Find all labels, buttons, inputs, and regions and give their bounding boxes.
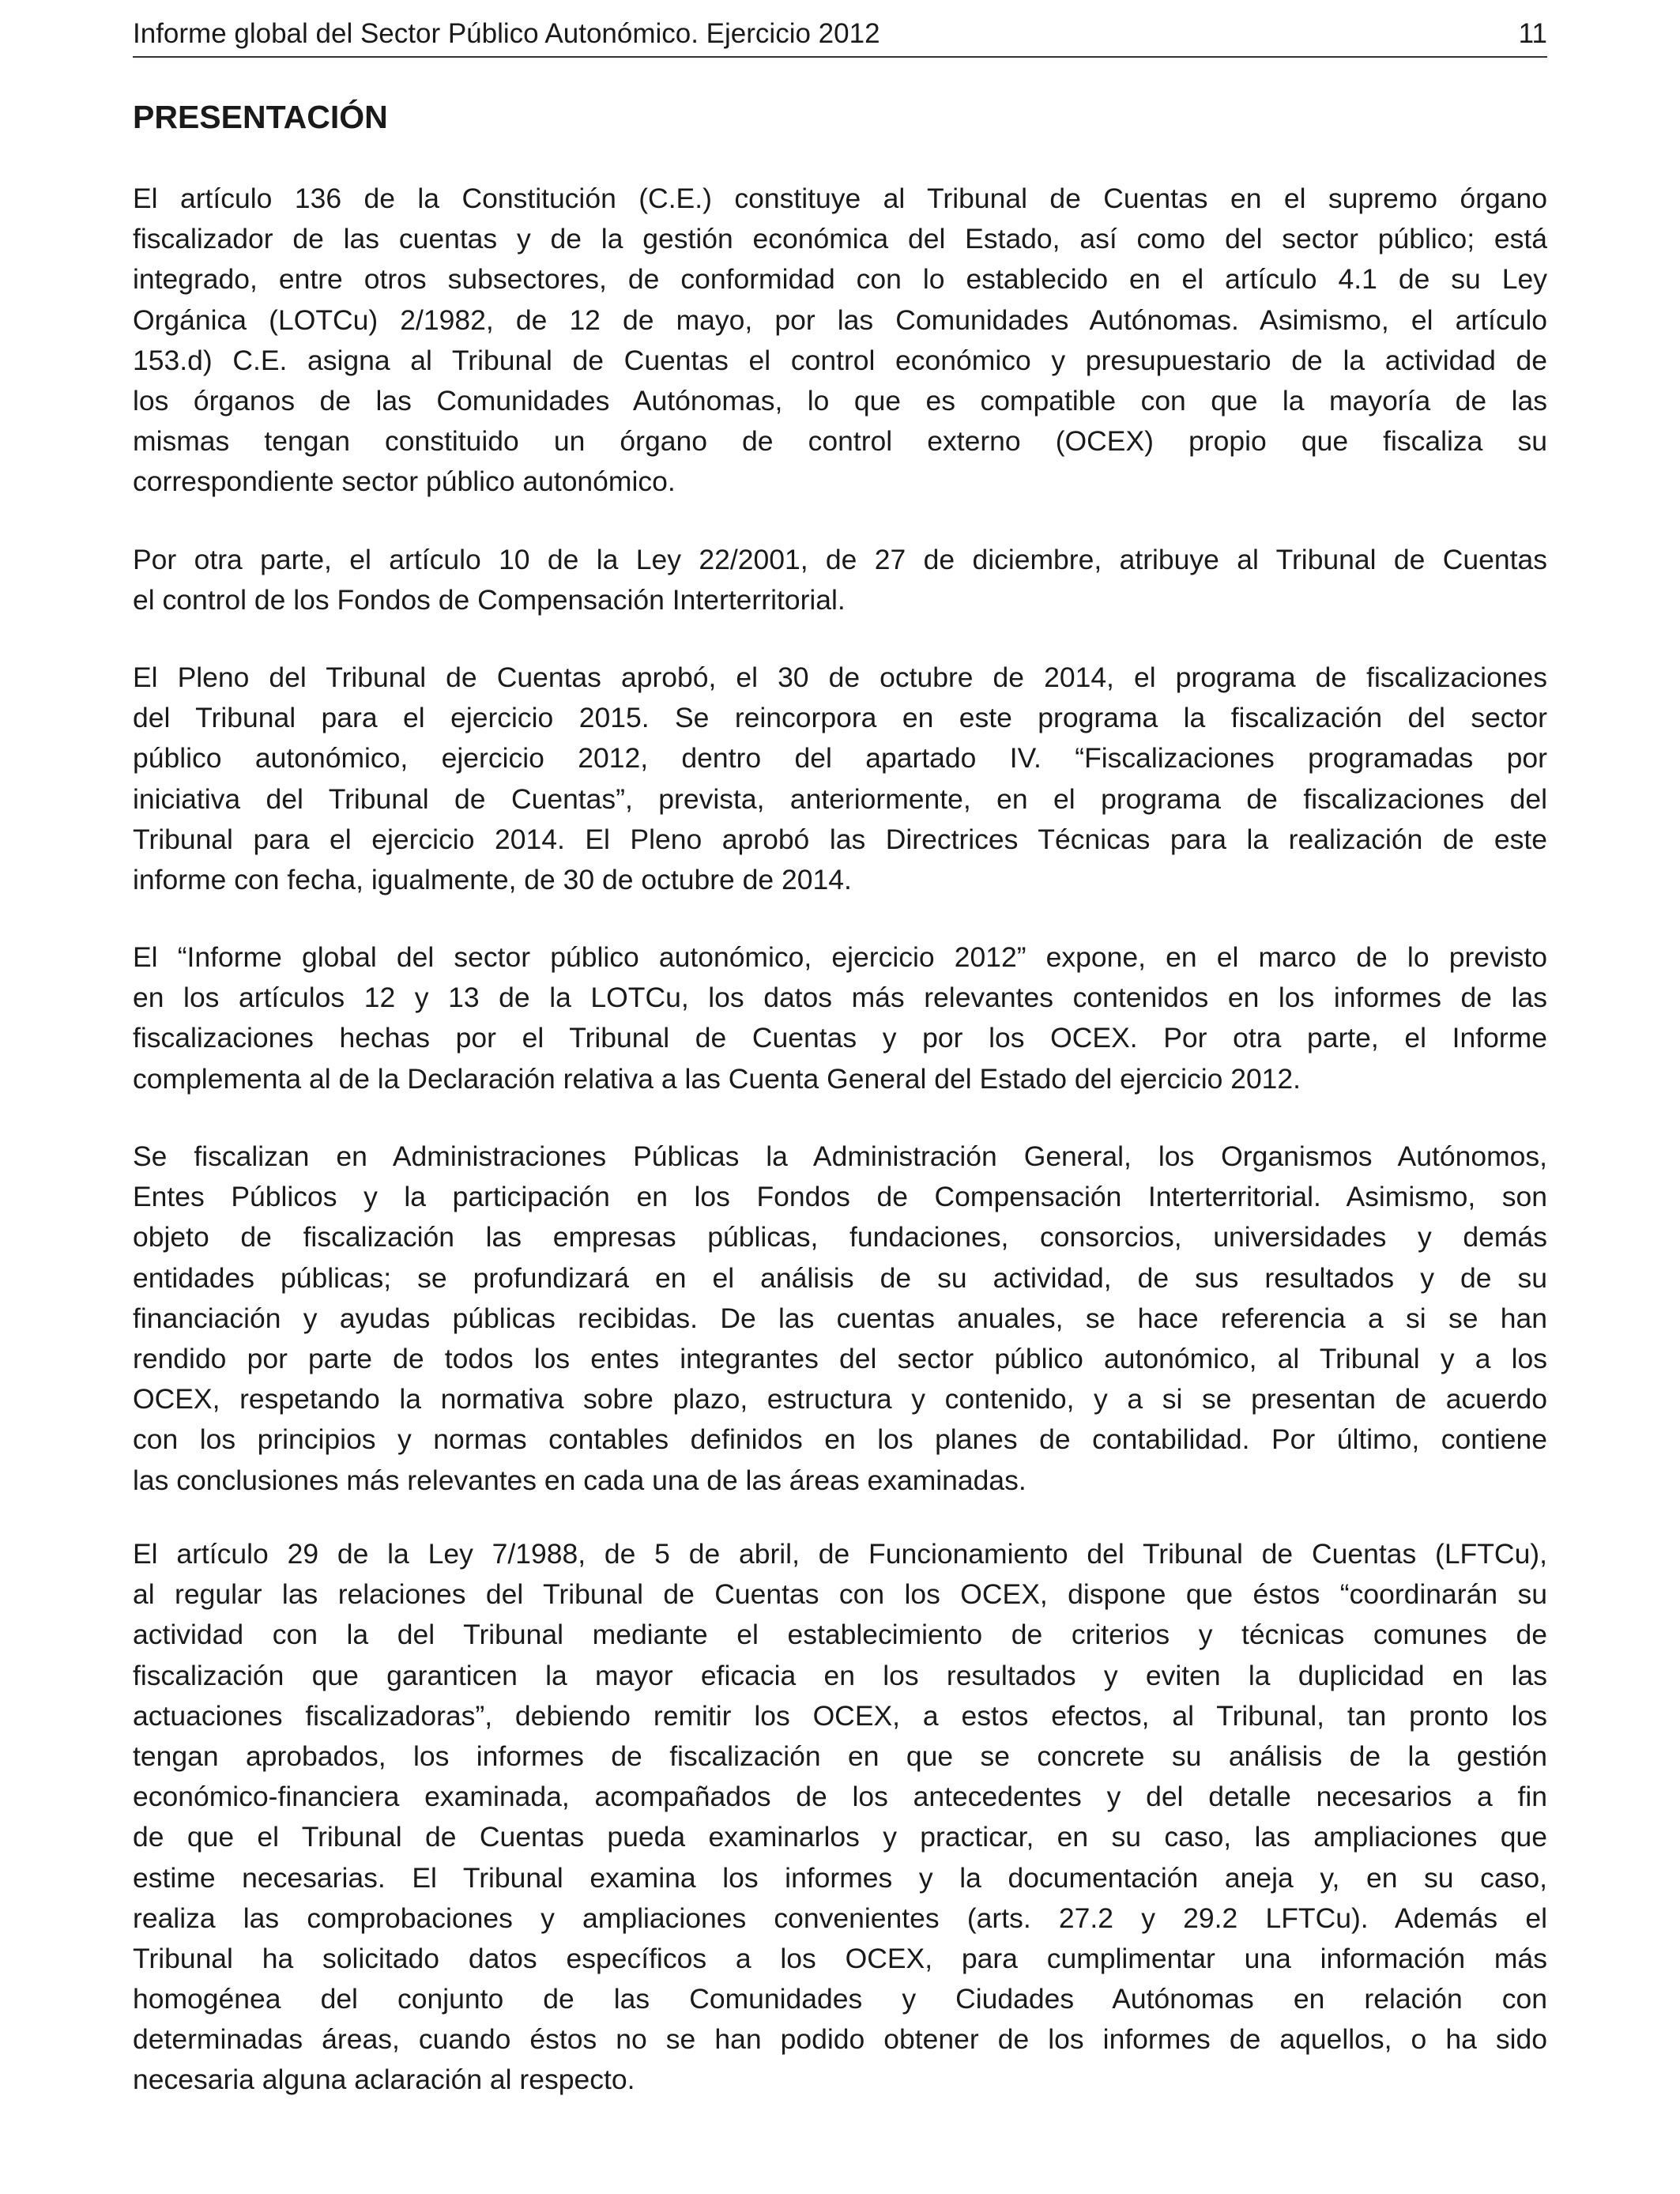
- text-line: los órganos de las Comunidades Autónomas, lo que es compatible con que la mayoría de las: [133, 384, 1547, 417]
- text-line: en los artículos 12 y 13 de la LOTCu, los datos más relevantes contenidos en los informes de las: [133, 982, 1547, 1014]
- text-line: fiscalizador de las cuentas y de la gestión económica del Estado, así como del sector público; está: [133, 223, 1547, 255]
- paragraph: [133, 540, 1547, 620]
- text-line: actuaciones fiscalizadoras”, debiendo remitir los OCEX, a estos efectos, al Tribunal, tan pronto los: [133, 1699, 1547, 1732]
- text-line: entidades públicas; se profundizará en el análisis de su actividad, de sus resultados y de su: [133, 1261, 1547, 1294]
- section-title: PRESENTACIÓN: [133, 99, 388, 135]
- text-line: Tribunal ha solicitado datos específicos a los OCEX, para cumplimentar una información más: [133, 1942, 1547, 1974]
- text-line: al regular las relaciones del Tribunal de Cuentas con los OCEX, dispone que éstos “coordinarán su: [133, 1578, 1547, 1611]
- text-line: mismas tengan constituido un órgano de control externo (OCEX) propio que fiscaliza su: [133, 425, 1547, 458]
- text-line: rendido por parte de todos los entes integrantes del sector público autonómico, al Tribunal y a los: [133, 1342, 1547, 1374]
- text-line: informe con fecha, igualmente, de 30 de octubre de 2014.: [133, 863, 852, 895]
- text-line: Tribunal para el ejercicio 2014. El Pleno aprobó las Directrices Técnicas para la realización de este: [133, 823, 1547, 855]
- text-line: con los principios y normas contables definidos en los planes de contabilidad. Por último, contiene: [133, 1423, 1547, 1456]
- text-line: Entes Públicos y la participación en los Fondos de Compensación Interterritorial. Asimismo, son: [133, 1181, 1547, 1213]
- text-line: OCEX, respetando la normativa sobre plazo, estructura y contenido, y a si se presentan de acuerdo: [133, 1383, 1547, 1416]
- text-line: las conclusiones más relevantes en cada una de las áreas examinadas.: [133, 1464, 1026, 1496]
- text-line: 153.d) C.E. asigna al Tribunal de Cuentas el control económico y presupuestario de la actividad de: [133, 344, 1547, 376]
- text-line: Orgánica (LOTCu) 2/1982, de 12 de mayo, por las Comunidades Autónomas. Asimismo, el artículo: [133, 303, 1547, 336]
- text-line: Se fiscalizan en Administraciones Públicas la Administración General, los Organismos Autónomos,: [133, 1140, 1547, 1172]
- text-line: el control de los Fondos de Compensación Interterritorial.: [133, 584, 846, 616]
- text-line: integrado, entre otros subsectores, de conformidad con lo establecido en el artículo 4.1 de su Ley: [133, 263, 1547, 296]
- text-line: realiza las comprobaciones y ampliaciones convenientes (arts. 27.2 y 29.2 LFTCu). Además el: [133, 1902, 1547, 1934]
- text-line: complementa al de la Declaración relativa a las Cuenta General del Estado del ejercicio 2012.: [133, 1062, 1301, 1095]
- paragraph: [133, 179, 1547, 503]
- text-line: fiscalización que garanticen la mayor eficacia en los resultados y eviten la duplicidad en las: [133, 1659, 1547, 1691]
- paragraph: [133, 937, 1547, 1099]
- paragraph: [133, 1137, 1547, 1501]
- text-line: homogénea del conjunto de las Comunidades y Ciudades Autónomas en relación con: [133, 1983, 1547, 2015]
- running-header-title: Informe global del Sector Público Autonómico. Ejercicio 2012: [133, 18, 880, 49]
- text-line: del Tribunal para el ejercicio 2015. Se reincorpora en este programa la fiscalización del sector: [133, 702, 1547, 734]
- text-line: El artículo 29 de la Ley 7/1988, de 5 de abril, de Funcionamiento del Tribunal de Cuentas (LFTCu),: [133, 1538, 1547, 1570]
- text-line: objeto de fiscalización las empresas públicas, fundaciones, consorcios, universidades y demás: [133, 1221, 1547, 1253]
- text-line: tengan aprobados, los informes de fiscalización en que se concrete su análisis de la gestión: [133, 1740, 1547, 1772]
- paragraph: [133, 658, 1547, 900]
- header-divider: [133, 56, 1547, 58]
- text-line: económico-financiera examinada, acompañados de los antecedentes y del detalle necesarios a fin: [133, 1781, 1547, 1813]
- text-line: El Pleno del Tribunal de Cuentas aprobó, el 30 de octubre de 2014, el programa de fiscalizaciones: [133, 662, 1547, 693]
- text-line: El “Informe global del sector público autonómico, ejercicio 2012” expone, en el marco de lo previsto: [133, 941, 1547, 973]
- page-number: 11: [1518, 18, 1547, 49]
- text-line: Por otra parte, el artículo 10 de la Ley 22/2001, de 27 de diciembre, atribuye al Tribunal de Cuentas: [133, 544, 1547, 575]
- text-line: fiscalizaciones hechas por el Tribunal de Cuentas y por los OCEX. Por otra parte, el Informe: [133, 1022, 1547, 1054]
- text-line: correspondiente sector público autonómico.: [133, 466, 676, 498]
- text-line: El artículo 136 de la Constitución (C.E.) constituye al Tribunal de Cuentas en el supremo órgano: [133, 183, 1547, 214]
- text-line: actividad con la del Tribunal mediante el establecimiento de criterios y técnicas comunes de: [133, 1619, 1547, 1651]
- text-line: público autonómico, ejercicio 2012, dentro del apartado IV. “Fiscalizaciones programadas por: [133, 742, 1547, 775]
- paragraph: [133, 1534, 1547, 2101]
- text-line: financiación y ayudas públicas recibidas. De las cuentas anuales, se hace referencia a si se han: [133, 1302, 1547, 1334]
- text-line: iniciativa del Tribunal de Cuentas”, prevista, anteriormente, en el programa de fiscalizaciones del: [133, 782, 1547, 815]
- text-line: necesaria alguna aclaración al respecto.: [133, 2064, 635, 2096]
- text-line: de que el Tribunal de Cuentas pueda examinarlos y practicar, en su caso, las ampliaciones que: [133, 1821, 1547, 1853]
- text-line: estime necesarias. El Tribunal examina los informes y la documentación aneja y, en su caso,: [133, 1861, 1547, 1894]
- text-line: determinadas áreas, cuando éstos no se han podido obtener de los informes de aquellos, o ha sido: [133, 2023, 1547, 2056]
